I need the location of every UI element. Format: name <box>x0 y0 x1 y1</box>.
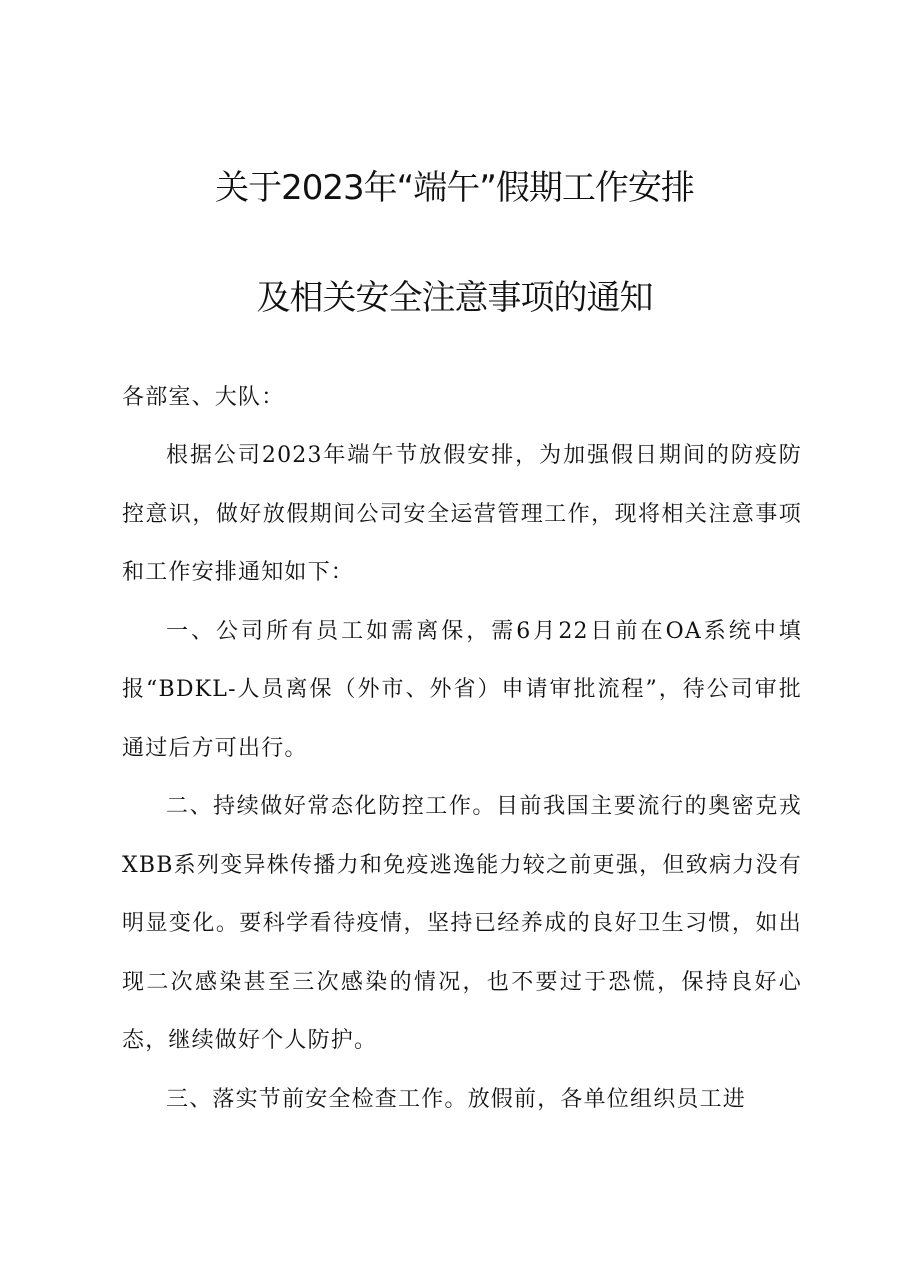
document-body <box>122 427 802 1129</box>
paragraph-item-1: 一、公司所有员工如需离保，需6月22日前在OA系统中填报“BDKL-人员离保（外市、外省）申请审批流程”，待公司审批通过后方可出行。 <box>122 618 802 761</box>
document-title-line-2: 及相关安全注意事项的通知 <box>256 278 653 318</box>
paragraph-item-3: 三、落实节前安全检查工作。放假前，各单位组织员工进 <box>166 1086 747 1112</box>
document-title-line-1: 关于2023年“端午”假期工作安排 <box>215 168 694 208</box>
paragraph-intro: 根据公司2023年端午节放假安排，为加强假日期间的防疫防控意识，做好放假期间公司安全运营管理工作，现将相关注意事项和工作安排通知如下： <box>122 443 802 585</box>
salutation: 各部室、大队： <box>122 385 285 410</box>
paragraph-item-2: 二、持续做好常态化防控工作。目前我国主要流行的奥密克戎XBB系列变异株传播力和免疫逃逸能力较之前更强，但致病力没有明显变化。要科学看待疫情，坚持已经养成的良好卫生习惯，如出现二次感染甚至三次感染的情况，也不要过于恐慌，保持良好心态，继续做好个人防护。 <box>122 794 802 1053</box>
